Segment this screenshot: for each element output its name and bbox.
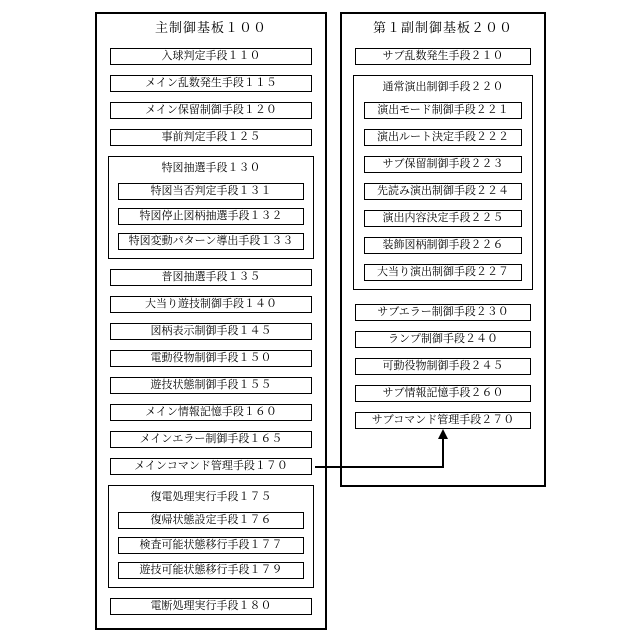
sub-board-items: [342, 48, 544, 429]
sub-board-title: 第１副制御基板２００: [372, 20, 513, 35]
block-160: メイン情報記憶手段１６０: [110, 404, 312, 421]
group-130: [108, 156, 314, 259]
block-176: 復帰状態設定手段１７６: [118, 512, 304, 529]
block-132: 特図停止図柄抽選手段１３２: [118, 208, 304, 225]
block-150: 電動役物制御手段１５０: [110, 350, 312, 367]
connector-line-horizontal: [315, 466, 444, 468]
block-120: メイン保留制御手段１２０: [110, 102, 312, 119]
block-260: サブ情報記憶手段２６０: [355, 385, 531, 402]
block-226: 装飾図柄制御手段２２６: [364, 237, 522, 254]
block-180: 電断処理実行手段１８０: [110, 598, 312, 615]
main-control-board-panel: [95, 12, 327, 630]
block-170: メインコマンド管理手段１７０: [110, 458, 312, 475]
block-270: サブコマンド管理手段２７０: [355, 412, 531, 429]
block-223: サブ保留制御手段２２３: [364, 156, 522, 173]
block-115: メイン乱数発生手段１１５: [110, 75, 312, 92]
block-155: 遊技状態制御手段１５５: [110, 377, 312, 394]
group-175: [108, 485, 314, 588]
block-125: 事前判定手段１２５: [110, 129, 312, 146]
main-board-title: 主制御基板１００: [154, 20, 267, 35]
block-165: メインエラー制御手段１６５: [110, 431, 312, 448]
block-227: 大当り演出制御手段２２７: [364, 264, 522, 281]
block-135: 普図抽選手段１３５: [110, 269, 312, 286]
block-131: 特図当否判定手段１３１: [118, 183, 304, 200]
block-140: 大当り遊技制御手段１４０: [110, 296, 312, 313]
group-title-220: 通常演出制御手段２２０: [382, 81, 504, 93]
block-133: 特図変動パターン導出手段１３３: [118, 233, 304, 250]
block-222: 演出ルート決定手段２２２: [364, 129, 522, 146]
block-110: 入球判定手段１１０: [110, 48, 312, 65]
block-177: 検査可能状態移行手段１７７: [118, 537, 304, 554]
block-221: 演出モード制御手段２２１: [364, 102, 522, 119]
block-224: 先読み演出制御手段２２４: [364, 183, 522, 200]
sub-control-board-panel: [340, 12, 546, 487]
block-245: 可動役物制御手段２４５: [355, 358, 531, 375]
block-225: 演出内容決定手段２２５: [364, 210, 522, 227]
group-title-175: 復電処理実行手段１７５: [150, 491, 272, 503]
block-179: 遊技可能状態移行手段１７９: [118, 562, 304, 579]
block-145: 図柄表示制御手段１４５: [110, 323, 312, 340]
group-220: [353, 75, 533, 290]
main-board-items: [97, 48, 325, 615]
block-210: サブ乱数発生手段２１０: [355, 48, 531, 65]
up-arrow-icon: [438, 429, 448, 439]
block-230: サブエラー制御手段２３０: [355, 304, 531, 321]
group-title-130: 特図抽選手段１３０: [161, 162, 261, 174]
block-240: ランプ制御手段２４０: [355, 331, 531, 348]
